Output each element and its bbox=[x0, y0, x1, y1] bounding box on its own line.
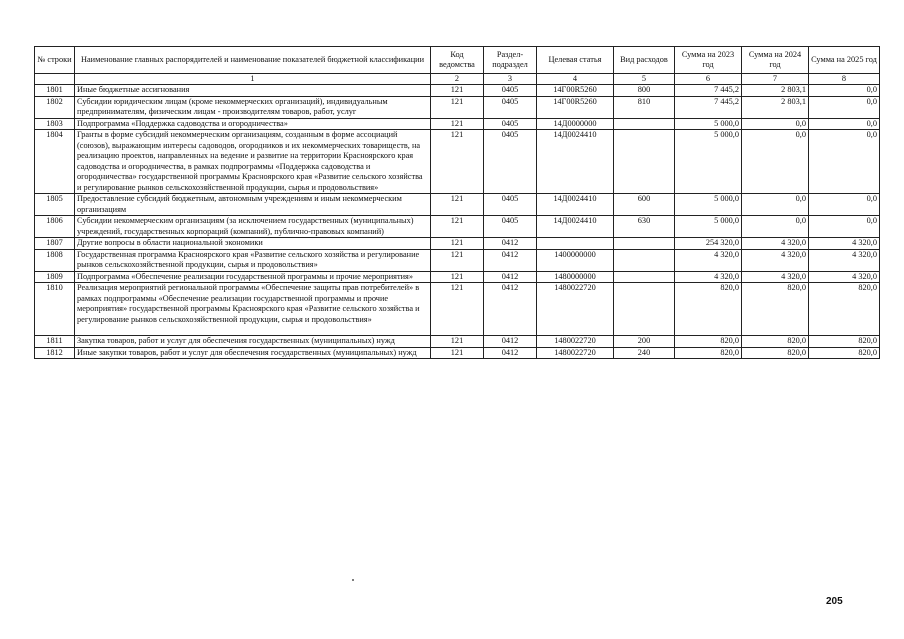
row-section: 0412 bbox=[484, 238, 537, 250]
row-number: 1801 bbox=[35, 85, 75, 97]
budget-table bbox=[34, 46, 880, 359]
row-section: 0412 bbox=[484, 336, 537, 348]
row-section: 0405 bbox=[484, 194, 537, 216]
row-sum-2024: 4 320,0 bbox=[742, 238, 809, 250]
row-dept-code: 121 bbox=[431, 118, 484, 130]
row-sum-2024: 2 803,1 bbox=[742, 96, 809, 118]
row-sum-2025: 820,0 bbox=[809, 347, 880, 359]
row-target-article: 14Д0024410 bbox=[537, 216, 614, 238]
row-sum-2025: 820,0 bbox=[809, 283, 880, 336]
row-section: 0412 bbox=[484, 249, 537, 271]
row-expense-type: 600 bbox=[614, 194, 675, 216]
table-header-row bbox=[35, 47, 880, 74]
row-dept-code: 121 bbox=[431, 336, 484, 348]
header-expense-type: Вид расходов bbox=[614, 47, 675, 74]
row-sum-2025: 0,0 bbox=[809, 118, 880, 130]
row-name: Закупка товаров, работ и услуг для обеспечения государственных (муниципальных) нужд bbox=[75, 336, 431, 348]
page-number: 205 bbox=[826, 596, 843, 607]
row-section: 0412 bbox=[484, 271, 537, 283]
row-target-article: 1400000000 bbox=[537, 249, 614, 271]
header-row-number: № строки bbox=[35, 47, 75, 74]
header-name: Наименование главных распорядителей и наименование показателей бюджетной классификации bbox=[75, 47, 431, 74]
row-sum-2023: 5 000,0 bbox=[675, 194, 742, 216]
header-section: Раздел-подраздел bbox=[484, 47, 537, 74]
row-sum-2024: 4 320,0 bbox=[742, 249, 809, 271]
row-sum-2025: 0,0 bbox=[809, 216, 880, 238]
row-sum-2023: 7 445,2 bbox=[675, 85, 742, 97]
row-name: Иные закупки товаров, работ и услуг для обеспечения государственных (муниципальных) нужд bbox=[75, 347, 431, 359]
header-dept-code: Код ведомства bbox=[431, 47, 484, 74]
row-sum-2024: 2 803,1 bbox=[742, 85, 809, 97]
row-number: 1805 bbox=[35, 194, 75, 216]
row-expense-type bbox=[614, 283, 675, 336]
row-number: 1802 bbox=[35, 96, 75, 118]
row-dept-code: 121 bbox=[431, 238, 484, 250]
row-section: 0405 bbox=[484, 96, 537, 118]
row-sum-2023: 820,0 bbox=[675, 347, 742, 359]
row-sum-2023: 820,0 bbox=[675, 283, 742, 336]
row-expense-type: 240 bbox=[614, 347, 675, 359]
header-target-article: Целевая статья bbox=[537, 47, 614, 74]
row-target-article: 14Д0000000 bbox=[537, 118, 614, 130]
table-row bbox=[35, 194, 880, 216]
row-expense-type bbox=[614, 249, 675, 271]
row-expense-type: 200 bbox=[614, 336, 675, 348]
row-expense-type: 810 bbox=[614, 96, 675, 118]
row-target-article: 1480022720 bbox=[537, 283, 614, 336]
row-sum-2023: 7 445,2 bbox=[675, 96, 742, 118]
row-number: 1804 bbox=[35, 130, 75, 194]
row-sum-2025: 0,0 bbox=[809, 85, 880, 97]
column-number: 7 bbox=[742, 74, 809, 85]
row-target-article: 14Д0024410 bbox=[537, 194, 614, 216]
scan-speck bbox=[352, 579, 354, 581]
row-target-article: 14Г00R5260 bbox=[537, 85, 614, 97]
row-sum-2023: 5 000,0 bbox=[675, 216, 742, 238]
row-name: Субсидии некоммерческим организациям (за исключением государственных (муниципальных) учреждений, государственных корпораций (компаний), публично-правовых компаний) bbox=[75, 216, 431, 238]
table-row bbox=[35, 271, 880, 283]
row-dept-code: 121 bbox=[431, 96, 484, 118]
table-row bbox=[35, 238, 880, 250]
row-sum-2025: 820,0 bbox=[809, 336, 880, 348]
row-sum-2025: 4 320,0 bbox=[809, 271, 880, 283]
row-sum-2023: 4 320,0 bbox=[675, 271, 742, 283]
row-sum-2024: 4 320,0 bbox=[742, 271, 809, 283]
row-name: Субсидии юридическим лицам (кроме некоммерческих организаций), индивидуальным предпринимателям, физическим лицам - производителям товаров, работ, услуг bbox=[75, 96, 431, 118]
row-expense-type bbox=[614, 130, 675, 194]
row-section: 0412 bbox=[484, 347, 537, 359]
row-dept-code: 121 bbox=[431, 271, 484, 283]
row-name: Подпрограмма «Обеспечение реализации государственной программы и прочие мероприятия» bbox=[75, 271, 431, 283]
row-section: 0405 bbox=[484, 85, 537, 97]
table-row bbox=[35, 336, 880, 348]
row-dept-code: 121 bbox=[431, 85, 484, 97]
header-sum-2024: Сумма на 2024 год bbox=[742, 47, 809, 74]
row-target-article bbox=[537, 238, 614, 250]
row-number: 1810 bbox=[35, 283, 75, 336]
row-sum-2023: 4 320,0 bbox=[675, 249, 742, 271]
table-row bbox=[35, 347, 880, 359]
row-dept-code: 121 bbox=[431, 130, 484, 194]
row-number: 1803 bbox=[35, 118, 75, 130]
row-dept-code: 121 bbox=[431, 283, 484, 336]
row-name: Другие вопросы в области национальной экономики bbox=[75, 238, 431, 250]
row-sum-2023: 820,0 bbox=[675, 336, 742, 348]
column-number: 3 bbox=[484, 74, 537, 85]
row-sum-2024: 820,0 bbox=[742, 347, 809, 359]
table-row bbox=[35, 85, 880, 97]
column-number: 1 bbox=[75, 74, 431, 85]
table-row bbox=[35, 283, 880, 336]
column-number: 4 bbox=[537, 74, 614, 85]
row-sum-2023: 5 000,0 bbox=[675, 118, 742, 130]
row-number: 1812 bbox=[35, 347, 75, 359]
row-expense-type: 630 bbox=[614, 216, 675, 238]
row-expense-type bbox=[614, 238, 675, 250]
row-sum-2025: 4 320,0 bbox=[809, 238, 880, 250]
row-sum-2023: 5 000,0 bbox=[675, 130, 742, 194]
row-expense-type bbox=[614, 118, 675, 130]
header-sum-2023: Сумма на 2023 год bbox=[675, 47, 742, 74]
row-name: Гранты в форме субсидий некоммерческим организациям, созданным в форме ассоциаций (союзов), выражающим интересы садоводов, огородников и их некоммерческих товариществ, на реализацию проектов, направленных на ведение и развитие на территории Красноярского края садоводства и огородничества, в рамках подпрограммы «Поддержка садоводства и огородничества» государственной программы Красноярского края «Развитие сельского хозяйства и регулирование рынков сельскохозяйственной продукции, сырья и продовольствия» bbox=[75, 130, 431, 194]
table-row bbox=[35, 96, 880, 118]
table-row bbox=[35, 216, 880, 238]
row-dept-code: 121 bbox=[431, 347, 484, 359]
row-section: 0412 bbox=[484, 283, 537, 336]
row-sum-2025: 0,0 bbox=[809, 194, 880, 216]
row-sum-2024: 0,0 bbox=[742, 130, 809, 194]
row-dept-code: 121 bbox=[431, 194, 484, 216]
row-dept-code: 121 bbox=[431, 249, 484, 271]
row-number: 1808 bbox=[35, 249, 75, 271]
row-target-article: 1480022720 bbox=[537, 336, 614, 348]
row-section: 0405 bbox=[484, 130, 537, 194]
row-sum-2023: 254 320,0 bbox=[675, 238, 742, 250]
row-target-article: 1480000000 bbox=[537, 271, 614, 283]
row-number: 1811 bbox=[35, 336, 75, 348]
row-dept-code: 121 bbox=[431, 216, 484, 238]
column-number: 6 bbox=[675, 74, 742, 85]
row-expense-type bbox=[614, 271, 675, 283]
row-sum-2024: 820,0 bbox=[742, 336, 809, 348]
row-name: Подпрограмма «Поддержка садоводства и огородничества» bbox=[75, 118, 431, 130]
row-section: 0405 bbox=[484, 216, 537, 238]
column-number bbox=[35, 74, 75, 85]
row-sum-2024: 0,0 bbox=[742, 118, 809, 130]
table-row bbox=[35, 130, 880, 194]
row-number: 1809 bbox=[35, 271, 75, 283]
column-number: 8 bbox=[809, 74, 880, 85]
row-name: Государственная программа Красноярского края «Развитие сельского хозяйства и регулирование рынков сельскохозяйственной продукции, сырья и продовольствия» bbox=[75, 249, 431, 271]
row-number: 1807 bbox=[35, 238, 75, 250]
row-sum-2025: 0,0 bbox=[809, 130, 880, 194]
row-sum-2024: 820,0 bbox=[742, 283, 809, 336]
row-name: Реализация мероприятий региональной программы «Обеспечение защиты прав потребителей» в рамках подпрограммы «Обеспечение реализации государственной программы и прочие мероприятия» государственной программы Красноярского края «Развитие сельского хозяйства и регулирование рынков сельскохозяйственной продукции, сырья и продовольствия» bbox=[75, 283, 431, 336]
column-number: 5 bbox=[614, 74, 675, 85]
table-row bbox=[35, 249, 880, 271]
column-number-row bbox=[35, 74, 880, 85]
row-target-article: 1480022720 bbox=[537, 347, 614, 359]
table-row bbox=[35, 118, 880, 130]
row-sum-2024: 0,0 bbox=[742, 194, 809, 216]
row-number: 1806 bbox=[35, 216, 75, 238]
row-target-article: 14Д0024410 bbox=[537, 130, 614, 194]
row-name: Иные бюджетные ассигнования bbox=[75, 85, 431, 97]
row-section: 0405 bbox=[484, 118, 537, 130]
column-number: 2 bbox=[431, 74, 484, 85]
row-expense-type: 800 bbox=[614, 85, 675, 97]
row-sum-2025: 0,0 bbox=[809, 96, 880, 118]
row-sum-2024: 0,0 bbox=[742, 216, 809, 238]
header-sum-2025: Сумма на 2025 год bbox=[809, 47, 880, 74]
row-sum-2025: 4 320,0 bbox=[809, 249, 880, 271]
row-name: Предоставление субсидий бюджетным, автономным учреждениям и иным некоммерческим организациям bbox=[75, 194, 431, 216]
row-target-article: 14Г00R5260 bbox=[537, 96, 614, 118]
